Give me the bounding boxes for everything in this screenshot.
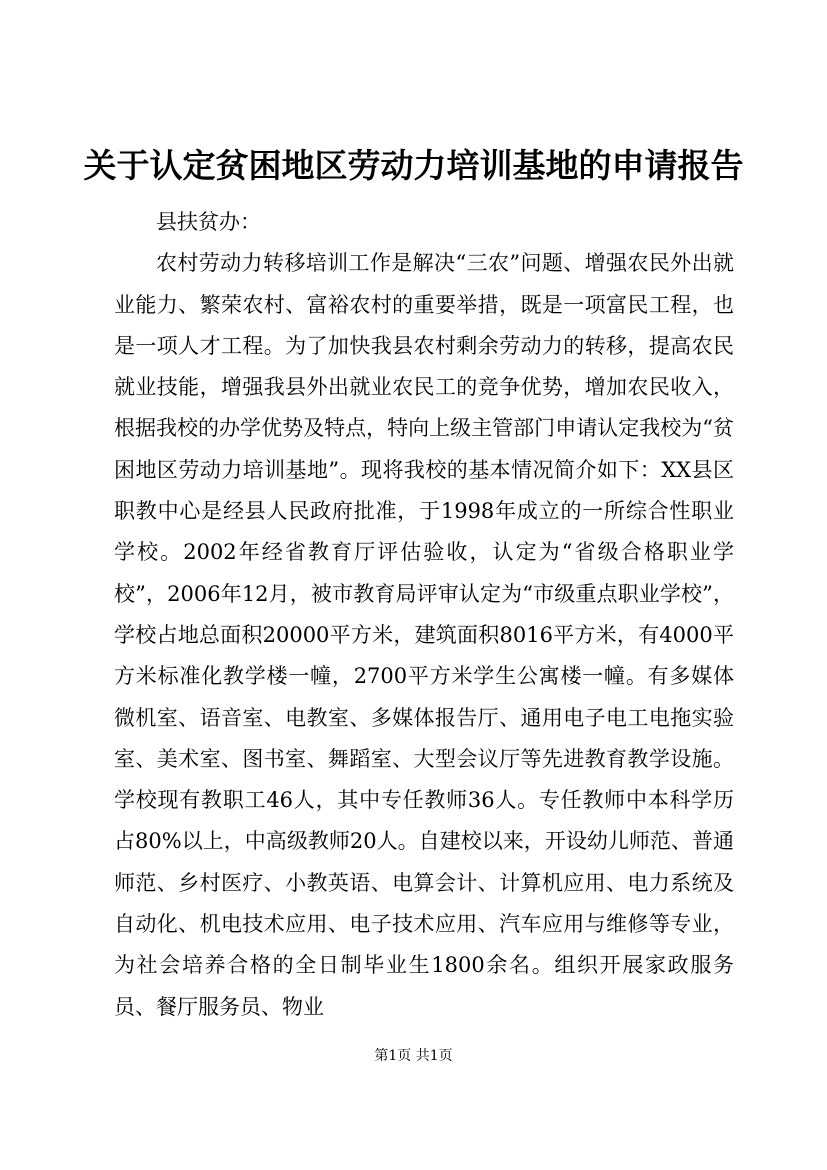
page-number-label: 第1页 共1页 [374,1048,453,1064]
salutation: 县扶贫办： [156,210,261,234]
document-body [114,202,734,1028]
page-footer [0,1046,827,1066]
body-paragraph: 农村劳动力转移培训工作是解决“三农”问题、增强农民外出就业能力、繁荣农村、富裕农村的重要举措，既是一项富民工程，也是一项人才工程。为了加快我县农村剩余劳动力的转移，提高农民就业技能，增强我县外出就业农民工的竞争优势，增加农民收入，根据我校的办学优势及特点，特向上级主管部门申请认定我校为“贫困地区劳动力培训基地”。现将我校的基本情况简介如下：XX县区职教中心是经县人民政府批准，于1998年成立的一所综合性职业学校。2002年经省教育厅评估验收，认定为“省级合格职业学校”，2006年12月，被市教育局评审认定为“市级重点职业学校”，学校占地总面积20000平方米，建筑面积8016平方米，有4000平方米标准化教学楼一幢，2700平方米学生公寓楼一幢。有多媒体微机室、语音室、电教室、多媒体报告厅、通用电子电工电拖实验室、美术室、图书室、舞蹈室、大型会议厅等先进教育教学设施。学校现有教职工46人，其中专任教师36人。专任教师中本科学历占80%以上，中高级教师20人。自建校以来，开设幼儿师范、普通师范、乡村医疗、小教英语、电算会计、计算机应用、电力系统及自动化、机电技术应用、电子技术应用、汽车应用与维修等专业，为社会培养合格的全日制毕业生1800余名。组织开展家政服务员、餐厅服务员、物业 [114,251,734,1019]
document-title: 关于认定贫困地区劳动力培训基地的申请报告 [83,146,744,185]
